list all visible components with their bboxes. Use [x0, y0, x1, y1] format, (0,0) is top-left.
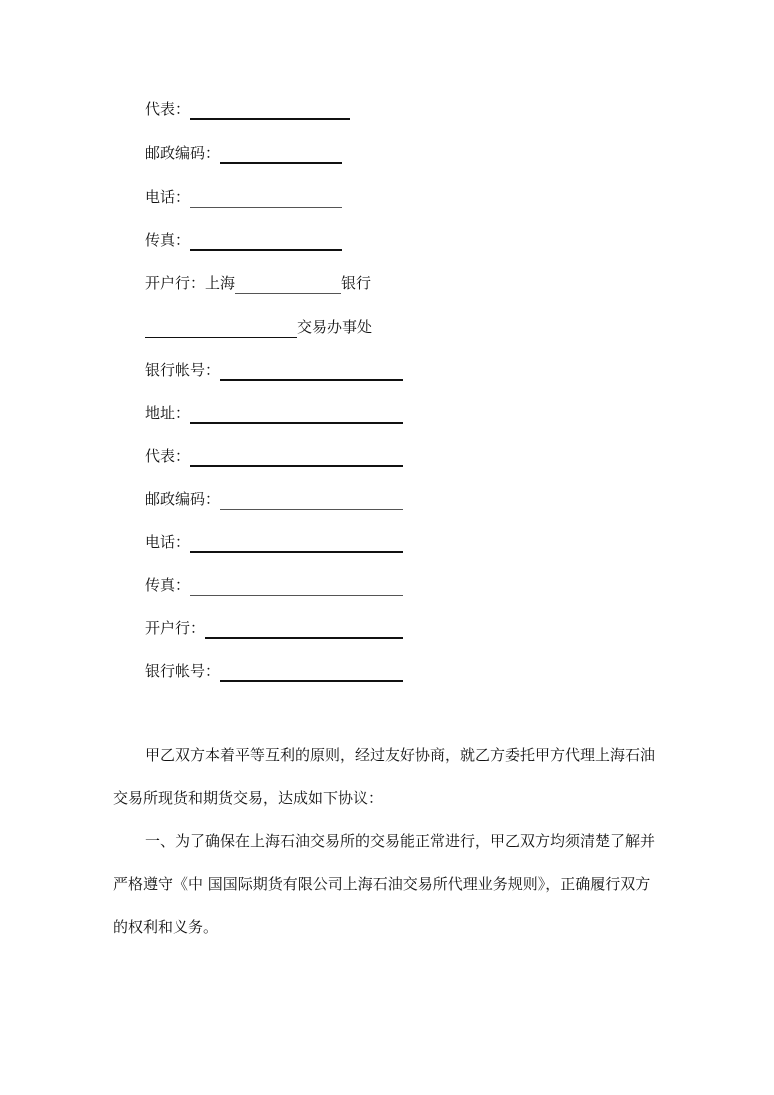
field-label: 邮政编码： [145, 144, 221, 162]
blank-line[interactable] [145, 321, 297, 338]
field-fax-a [145, 229, 342, 251]
paragraph-line: 严格遵守《中 国国际期货有限公司上海石油交易所代理业务规则》，正确履行双方 [113, 875, 651, 893]
blank-line[interactable] [220, 363, 403, 381]
field-phone-b [145, 531, 403, 553]
blank-line[interactable] [190, 191, 342, 208]
field-label: 代表： [145, 447, 191, 465]
field-label: 开户行： [145, 619, 206, 637]
field-label: 代表： [145, 100, 191, 118]
paragraph-line: 一、为了确保在上海石油交易所的交易能正常进行，甲乙双方均须清楚了解并 [145, 832, 656, 850]
blank-line[interactable] [190, 102, 350, 120]
field-bank-a [145, 272, 371, 294]
paragraph-line: 交易所现货和期货交易，达成如下协议： [113, 789, 384, 807]
blank-line[interactable] [220, 664, 403, 682]
field-account-b [145, 660, 403, 682]
field-address-b [145, 402, 403, 424]
field-label: 开户行：上海 [145, 274, 236, 292]
paragraph-line: 甲乙双方本着平等互利的原则，经过友好协商，就乙方委托甲方代理上海石油 [145, 746, 656, 764]
field-label: 传真： [145, 231, 191, 249]
field-representative-a [145, 98, 350, 120]
field-office-a [145, 316, 372, 338]
field-suffix: 银行 [341, 274, 372, 292]
agreement-intro-paragraph [113, 734, 673, 820]
field-account-a [145, 359, 403, 381]
field-label: 银行帐号： [145, 662, 221, 680]
field-label: 电话： [145, 188, 191, 206]
field-label: 电话： [145, 533, 191, 551]
blank-line[interactable] [190, 449, 403, 467]
blank-line[interactable] [190, 233, 342, 251]
field-label: 地址： [145, 404, 191, 422]
field-phone-a [145, 186, 342, 208]
blank-line[interactable] [205, 621, 403, 639]
field-label: 邮政编码： [145, 490, 221, 508]
blank-line[interactable] [190, 406, 403, 424]
field-postcode-b [145, 488, 403, 510]
blank-line[interactable] [235, 277, 341, 294]
blank-line[interactable] [220, 146, 342, 164]
blank-line[interactable] [190, 579, 403, 596]
blank-line[interactable] [190, 535, 403, 553]
field-label: 银行帐号： [145, 361, 221, 379]
clause-one-paragraph [113, 820, 673, 949]
field-fax-b [145, 574, 403, 596]
blank-line[interactable] [220, 493, 403, 510]
paragraph-line: 的权利和义务。 [113, 918, 219, 936]
field-representative-b [145, 445, 403, 467]
field-bank-b [145, 617, 403, 639]
field-suffix: 交易办事处 [297, 318, 373, 336]
field-postcode-a [145, 142, 342, 164]
field-label: 传真： [145, 576, 191, 594]
